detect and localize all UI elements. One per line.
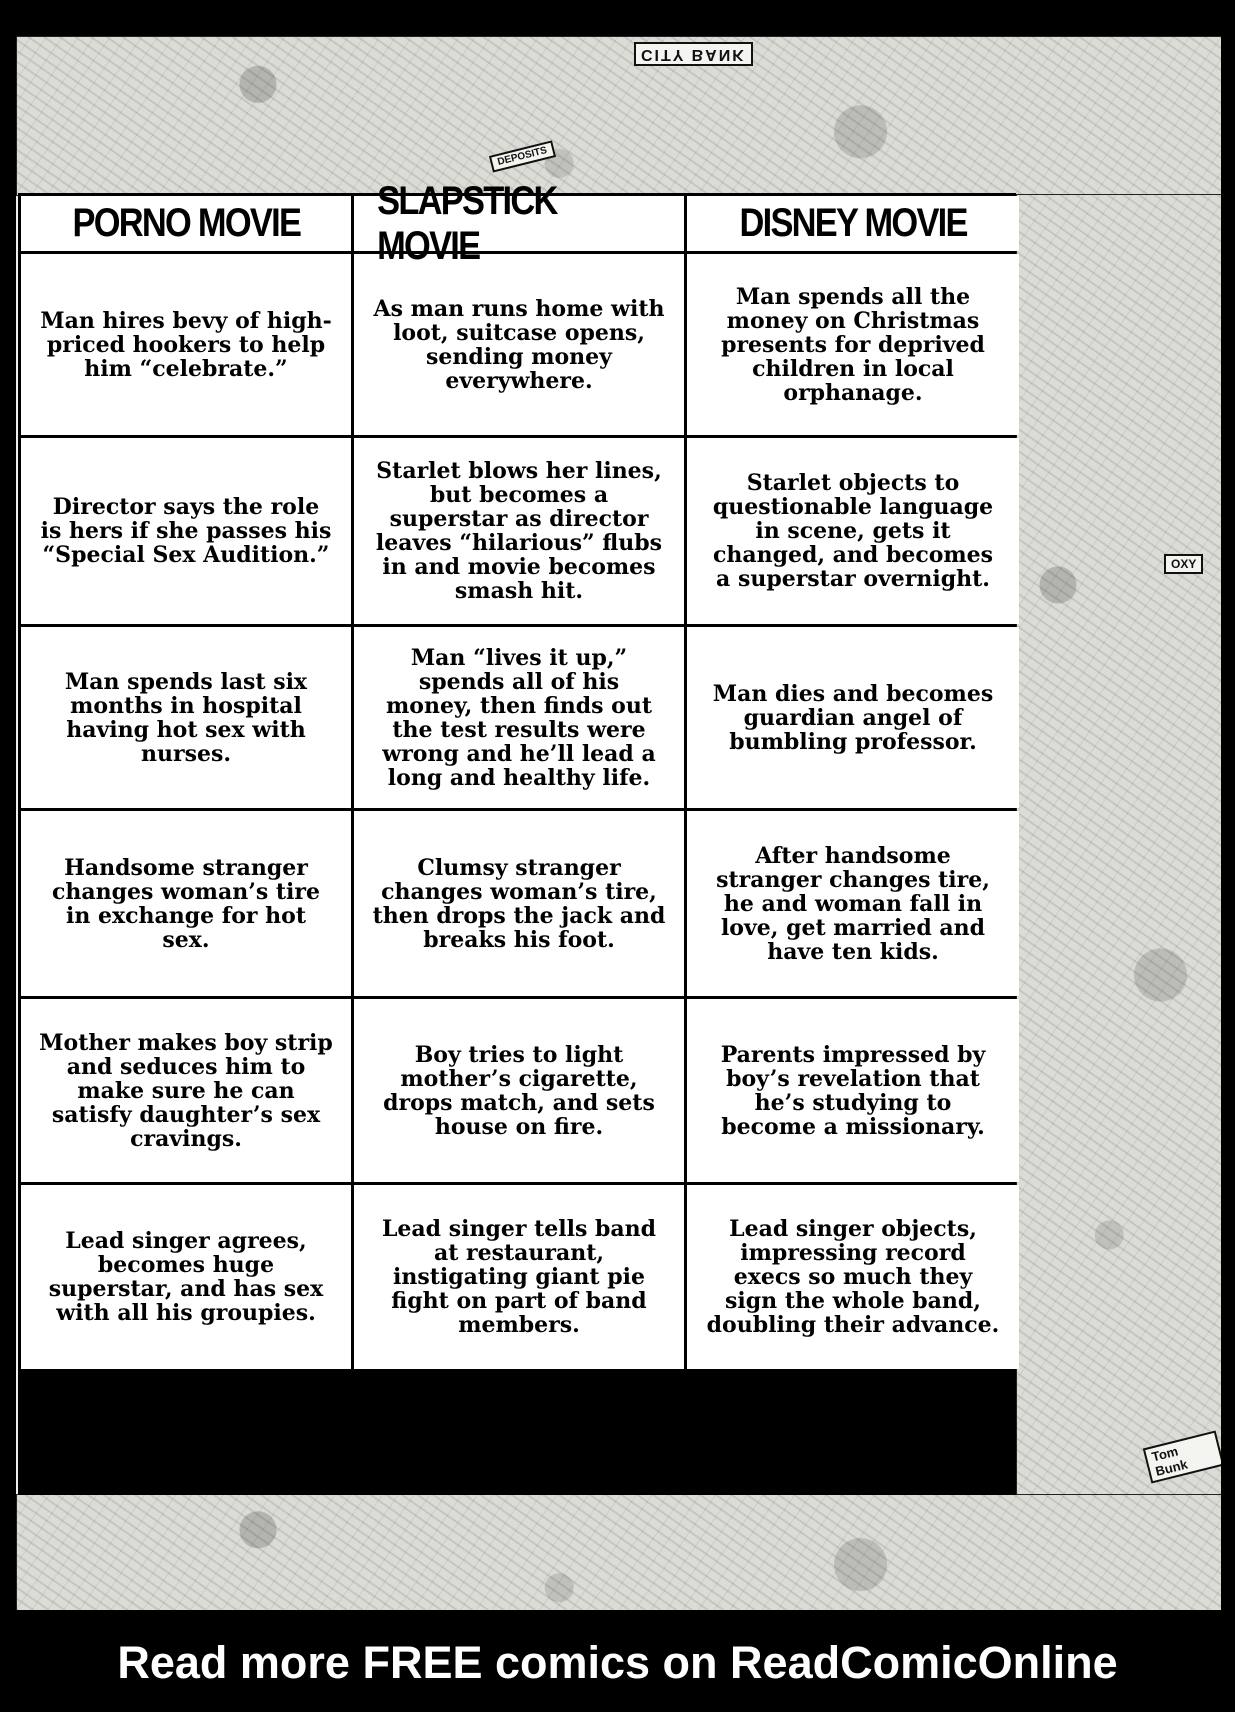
table-cell: Man spends last six months in hospital having hot sex with nurses. <box>21 627 351 808</box>
top-illustration <box>16 36 1221 196</box>
table-cell: Lead singer objects, impressing record execs so much they sign the whole band, doubling their advance. <box>687 1185 1019 1369</box>
table-cell: Lead singer agrees, becomes huge superstar, and has sex with all his groupies. <box>21 1185 351 1369</box>
header-disney-movie: DISNEY MOVIE <box>687 196 1019 251</box>
table-cell: Man hires bevy of high-priced hookers to help him “celebrate.” <box>21 254 351 435</box>
table-cell: Starlet blows her lines, but becomes a superstar as director leaves “hilarious” flubs in and movie becomes smash hit. <box>354 438 684 624</box>
deposits-sign: DEPOSITS <box>489 140 556 172</box>
header-slapstick-movie: SLAPSTICK MOVIE <box>354 196 684 251</box>
table-cell: Clumsy stranger changes woman’s tire, then drops the jack and breaks his foot. <box>354 811 684 996</box>
movie-comparison-table <box>18 178 1016 1495</box>
artist-signature: Tom Bunk <box>1143 1430 1221 1483</box>
table-cell: Director says the role is hers if she passes his “Special Sex Audition.” <box>21 438 351 624</box>
table-cell: After handsome stranger changes tire, he and woman fall in love, get married and have ten kids. <box>687 811 1019 996</box>
right-illustration <box>1016 194 1221 1496</box>
table-cell: Handsome stranger changes woman’s tire in exchange for hot sex. <box>21 811 351 996</box>
bank-sign: CITY BANK <box>634 42 753 66</box>
bottom-illustration <box>16 1494 1221 1610</box>
oxygen-tank-label: OXY <box>1164 554 1203 574</box>
footer-banner: Read more FREE comics on ReadComicOnline <box>117 1637 1118 1688</box>
table-cell: Starlet objects to questionable language in scene, gets it changed, and becomes a superstar overnight. <box>687 438 1019 624</box>
header-porno-movie: PORNO MOVIE <box>21 196 351 251</box>
table-cell: As man runs home with loot, suitcase opens, sending money everywhere. <box>354 254 684 435</box>
table-cell: Man dies and becomes guardian angel of bumbling professor. <box>687 627 1019 808</box>
table-cell: Boy tries to light mother’s cigarette, drops match, and sets house on fire. <box>354 999 684 1182</box>
table-cell: Mother makes boy strip and seduces him to make sure he can satisfy daughter’s sex cravings. <box>21 999 351 1182</box>
table-cell: Man “lives it up,” spends all of his money, then finds out the test results were wrong and he’ll lead a long and healthy life. <box>354 627 684 808</box>
comic-page <box>16 36 1221 1610</box>
table-cell: Lead singer tells band at restaurant, instigating giant pie fight on part of band members. <box>354 1185 684 1369</box>
table-cell: Man spends all the money on Christmas presents for deprived children in local orphanage. <box>687 254 1019 435</box>
table-cell: Parents impressed by boy’s revelation that he’s studying to become a missionary. <box>687 999 1019 1182</box>
